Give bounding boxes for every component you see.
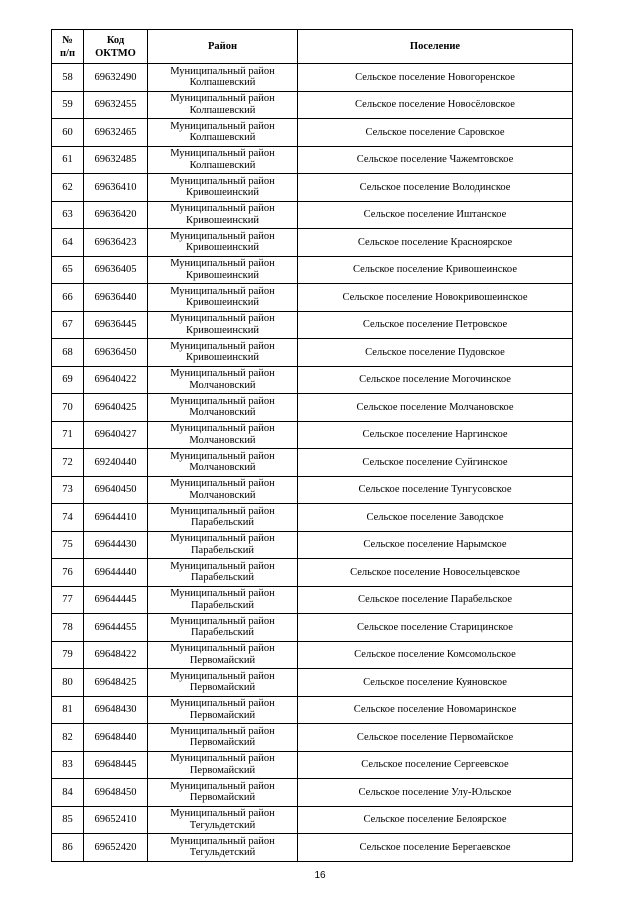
- district-cell: Муниципальный район Кривошеинский: [148, 339, 298, 367]
- table-row: [52, 669, 573, 697]
- district-cell: Муниципальный район Первомайский: [148, 724, 298, 752]
- oktmo-code: 69640427: [84, 421, 148, 449]
- row-number: 80: [52, 669, 84, 697]
- settlement-cell: Сельское поселение Комсомольское: [298, 641, 573, 669]
- settlement-cell: Сельское поселение Парабельское: [298, 586, 573, 614]
- oktmo-code: 69640450: [84, 476, 148, 504]
- district-cell: Муниципальный район Первомайский: [148, 779, 298, 807]
- settlement-cell: Сельское поселение Саровское: [298, 119, 573, 147]
- oktmo-code: 69648422: [84, 641, 148, 669]
- header-settlement: Поселение: [298, 30, 573, 64]
- row-number: 64: [52, 229, 84, 257]
- district-cell: Муниципальный район Кривошеинский: [148, 284, 298, 312]
- oktmo-code: 69648445: [84, 751, 148, 779]
- district-cell: Муниципальный район Молчановский: [148, 421, 298, 449]
- settlement-cell: Сельское поселение Сергеевское: [298, 751, 573, 779]
- oktmo-code: 69644445: [84, 586, 148, 614]
- row-number: 82: [52, 724, 84, 752]
- district-cell: Муниципальный район Первомайский: [148, 696, 298, 724]
- district-cell: Муниципальный район Колпашевский: [148, 91, 298, 119]
- table-row: [52, 586, 573, 614]
- settlement-cell: Сельское поселение Новогоренское: [298, 64, 573, 92]
- oktmo-code: 69636420: [84, 201, 148, 229]
- table-row: [52, 751, 573, 779]
- table-row: [52, 394, 573, 422]
- district-cell: Муниципальный район Молчановский: [148, 394, 298, 422]
- oktmo-code: 69636440: [84, 284, 148, 312]
- oktmo-code: 69636405: [84, 256, 148, 284]
- header-num: № п/п: [52, 30, 84, 64]
- settlements-table: [51, 29, 573, 862]
- row-number: 81: [52, 696, 84, 724]
- district-cell: Муниципальный район Парабельский: [148, 504, 298, 532]
- district-cell: Муниципальный район Кривошеинский: [148, 311, 298, 339]
- settlement-cell: Сельское поселение Суйгинское: [298, 449, 573, 477]
- table-row: [52, 559, 573, 587]
- table-row: [52, 696, 573, 724]
- district-cell: Муниципальный район Парабельский: [148, 586, 298, 614]
- oktmo-code: 69632485: [84, 146, 148, 174]
- district-cell: Муниципальный район Молчановский: [148, 476, 298, 504]
- settlement-cell: Сельское поселение Наргинское: [298, 421, 573, 449]
- settlement-cell: Сельское поселение Иштанское: [298, 201, 573, 229]
- oktmo-code: 69648430: [84, 696, 148, 724]
- oktmo-code: 69636450: [84, 339, 148, 367]
- settlement-cell: Сельское поселение Володинское: [298, 174, 573, 202]
- table-row: [52, 339, 573, 367]
- settlement-cell: Сельское поселение Молчановское: [298, 394, 573, 422]
- oktmo-code: 69648450: [84, 779, 148, 807]
- table-row: [52, 229, 573, 257]
- oktmo-code: 69644440: [84, 559, 148, 587]
- district-cell: Муниципальный район Кривошеинский: [148, 201, 298, 229]
- oktmo-code: 69640425: [84, 394, 148, 422]
- settlement-cell: Сельское поселение Первомайское: [298, 724, 573, 752]
- district-cell: Муниципальный район Тегульдетский: [148, 834, 298, 862]
- settlement-cell: Сельское поселение Куяновское: [298, 669, 573, 697]
- district-cell: Муниципальный район Колпашевский: [148, 146, 298, 174]
- district-cell: Муниципальный район Колпашевский: [148, 64, 298, 92]
- row-number: 78: [52, 614, 84, 642]
- row-number: 73: [52, 476, 84, 504]
- table-row: [52, 614, 573, 642]
- district-cell: Муниципальный район Молчановский: [148, 366, 298, 394]
- settlement-cell: Сельское поселение Петровское: [298, 311, 573, 339]
- table-body: [52, 64, 573, 862]
- oktmo-code: 69636423: [84, 229, 148, 257]
- row-number: 60: [52, 119, 84, 147]
- table-row: [52, 174, 573, 202]
- row-number: 75: [52, 531, 84, 559]
- oktmo-code: 69240440: [84, 449, 148, 477]
- settlement-cell: Сельское поселение Новосёловское: [298, 91, 573, 119]
- district-cell: Муниципальный район Молчановский: [148, 449, 298, 477]
- settlement-cell: Сельское поселение Белоярское: [298, 806, 573, 834]
- row-number: 83: [52, 751, 84, 779]
- table-row: [52, 201, 573, 229]
- table-row: [52, 806, 573, 834]
- settlement-cell: Сельское поселение Новосельцевское: [298, 559, 573, 587]
- row-number: 66: [52, 284, 84, 312]
- table-row: [52, 119, 573, 147]
- row-number: 72: [52, 449, 84, 477]
- oktmo-code: 69652420: [84, 834, 148, 862]
- table-row: [52, 476, 573, 504]
- oktmo-code: 69652410: [84, 806, 148, 834]
- district-cell: Муниципальный район Кривошеинский: [148, 174, 298, 202]
- row-number: 85: [52, 806, 84, 834]
- settlement-cell: Сельское поселение Тунгусовское: [298, 476, 573, 504]
- settlement-cell: Сельское поселение Новокривошеинское: [298, 284, 573, 312]
- row-number: 67: [52, 311, 84, 339]
- oktmo-code: 69648425: [84, 669, 148, 697]
- oktmo-code: 69644430: [84, 531, 148, 559]
- oktmo-code: 69632465: [84, 119, 148, 147]
- settlement-cell: Сельское поселение Нарымское: [298, 531, 573, 559]
- table-row: [52, 366, 573, 394]
- row-number: 68: [52, 339, 84, 367]
- settlement-cell: Сельское поселение Кривошеинское: [298, 256, 573, 284]
- settlement-cell: Сельское поселение Пудовское: [298, 339, 573, 367]
- district-cell: Муниципальный район Колпашевский: [148, 119, 298, 147]
- row-number: 86: [52, 834, 84, 862]
- table-row: [52, 504, 573, 532]
- oktmo-code: 69644455: [84, 614, 148, 642]
- settlement-cell: Сельское поселение Могочинское: [298, 366, 573, 394]
- oktmo-code: 69632490: [84, 64, 148, 92]
- table-row: [52, 284, 573, 312]
- row-number: 63: [52, 201, 84, 229]
- oktmo-code: 69636410: [84, 174, 148, 202]
- district-cell: Муниципальный район Парабельский: [148, 559, 298, 587]
- settlement-cell: Сельское поселение Старицинское: [298, 614, 573, 642]
- page-number: 16: [314, 870, 326, 881]
- header-row: [52, 30, 573, 64]
- table-row: [52, 531, 573, 559]
- district-cell: Муниципальный район Парабельский: [148, 614, 298, 642]
- table-row: [52, 256, 573, 284]
- settlement-cell: Сельское поселение Новомаринское: [298, 696, 573, 724]
- district-cell: Муниципальный район Первомайский: [148, 751, 298, 779]
- oktmo-code: 69644410: [84, 504, 148, 532]
- row-number: 62: [52, 174, 84, 202]
- table-row: [52, 64, 573, 92]
- header-code: Код ОКТМО: [84, 30, 148, 64]
- row-number: 65: [52, 256, 84, 284]
- oktmo-code: 69632455: [84, 91, 148, 119]
- row-number: 61: [52, 146, 84, 174]
- row-number: 76: [52, 559, 84, 587]
- district-cell: Муниципальный район Кривошеинский: [148, 229, 298, 257]
- row-number: 79: [52, 641, 84, 669]
- district-cell: Муниципальный район Первомайский: [148, 641, 298, 669]
- district-cell: Муниципальный район Парабельский: [148, 531, 298, 559]
- settlement-cell: Сельское поселение Красноярское: [298, 229, 573, 257]
- row-number: 71: [52, 421, 84, 449]
- settlement-cell: Сельское поселение Берегаевское: [298, 834, 573, 862]
- row-number: 84: [52, 779, 84, 807]
- row-number: 70: [52, 394, 84, 422]
- settlement-cell: Сельское поселение Заводское: [298, 504, 573, 532]
- row-number: 69: [52, 366, 84, 394]
- settlement-cell: Сельское поселение Чажемтовское: [298, 146, 573, 174]
- district-cell: Муниципальный район Тегульдетский: [148, 806, 298, 834]
- table-row: [52, 834, 573, 862]
- table-row: [52, 91, 573, 119]
- table-row: [52, 146, 573, 174]
- header-district: Район: [148, 30, 298, 64]
- table-row: [52, 311, 573, 339]
- table-row: [52, 641, 573, 669]
- table-row: [52, 421, 573, 449]
- oktmo-code: 69636445: [84, 311, 148, 339]
- table-row: [52, 724, 573, 752]
- district-cell: Муниципальный район Первомайский: [148, 669, 298, 697]
- district-cell: Муниципальный район Кривошеинский: [148, 256, 298, 284]
- row-number: 74: [52, 504, 84, 532]
- row-number: 58: [52, 64, 84, 92]
- table-row: [52, 779, 573, 807]
- oktmo-code: 69648440: [84, 724, 148, 752]
- row-number: 59: [52, 91, 84, 119]
- oktmo-code: 69640422: [84, 366, 148, 394]
- settlement-cell: Сельское поселение Улу-Юльское: [298, 779, 573, 807]
- table-row: [52, 449, 573, 477]
- row-number: 77: [52, 586, 84, 614]
